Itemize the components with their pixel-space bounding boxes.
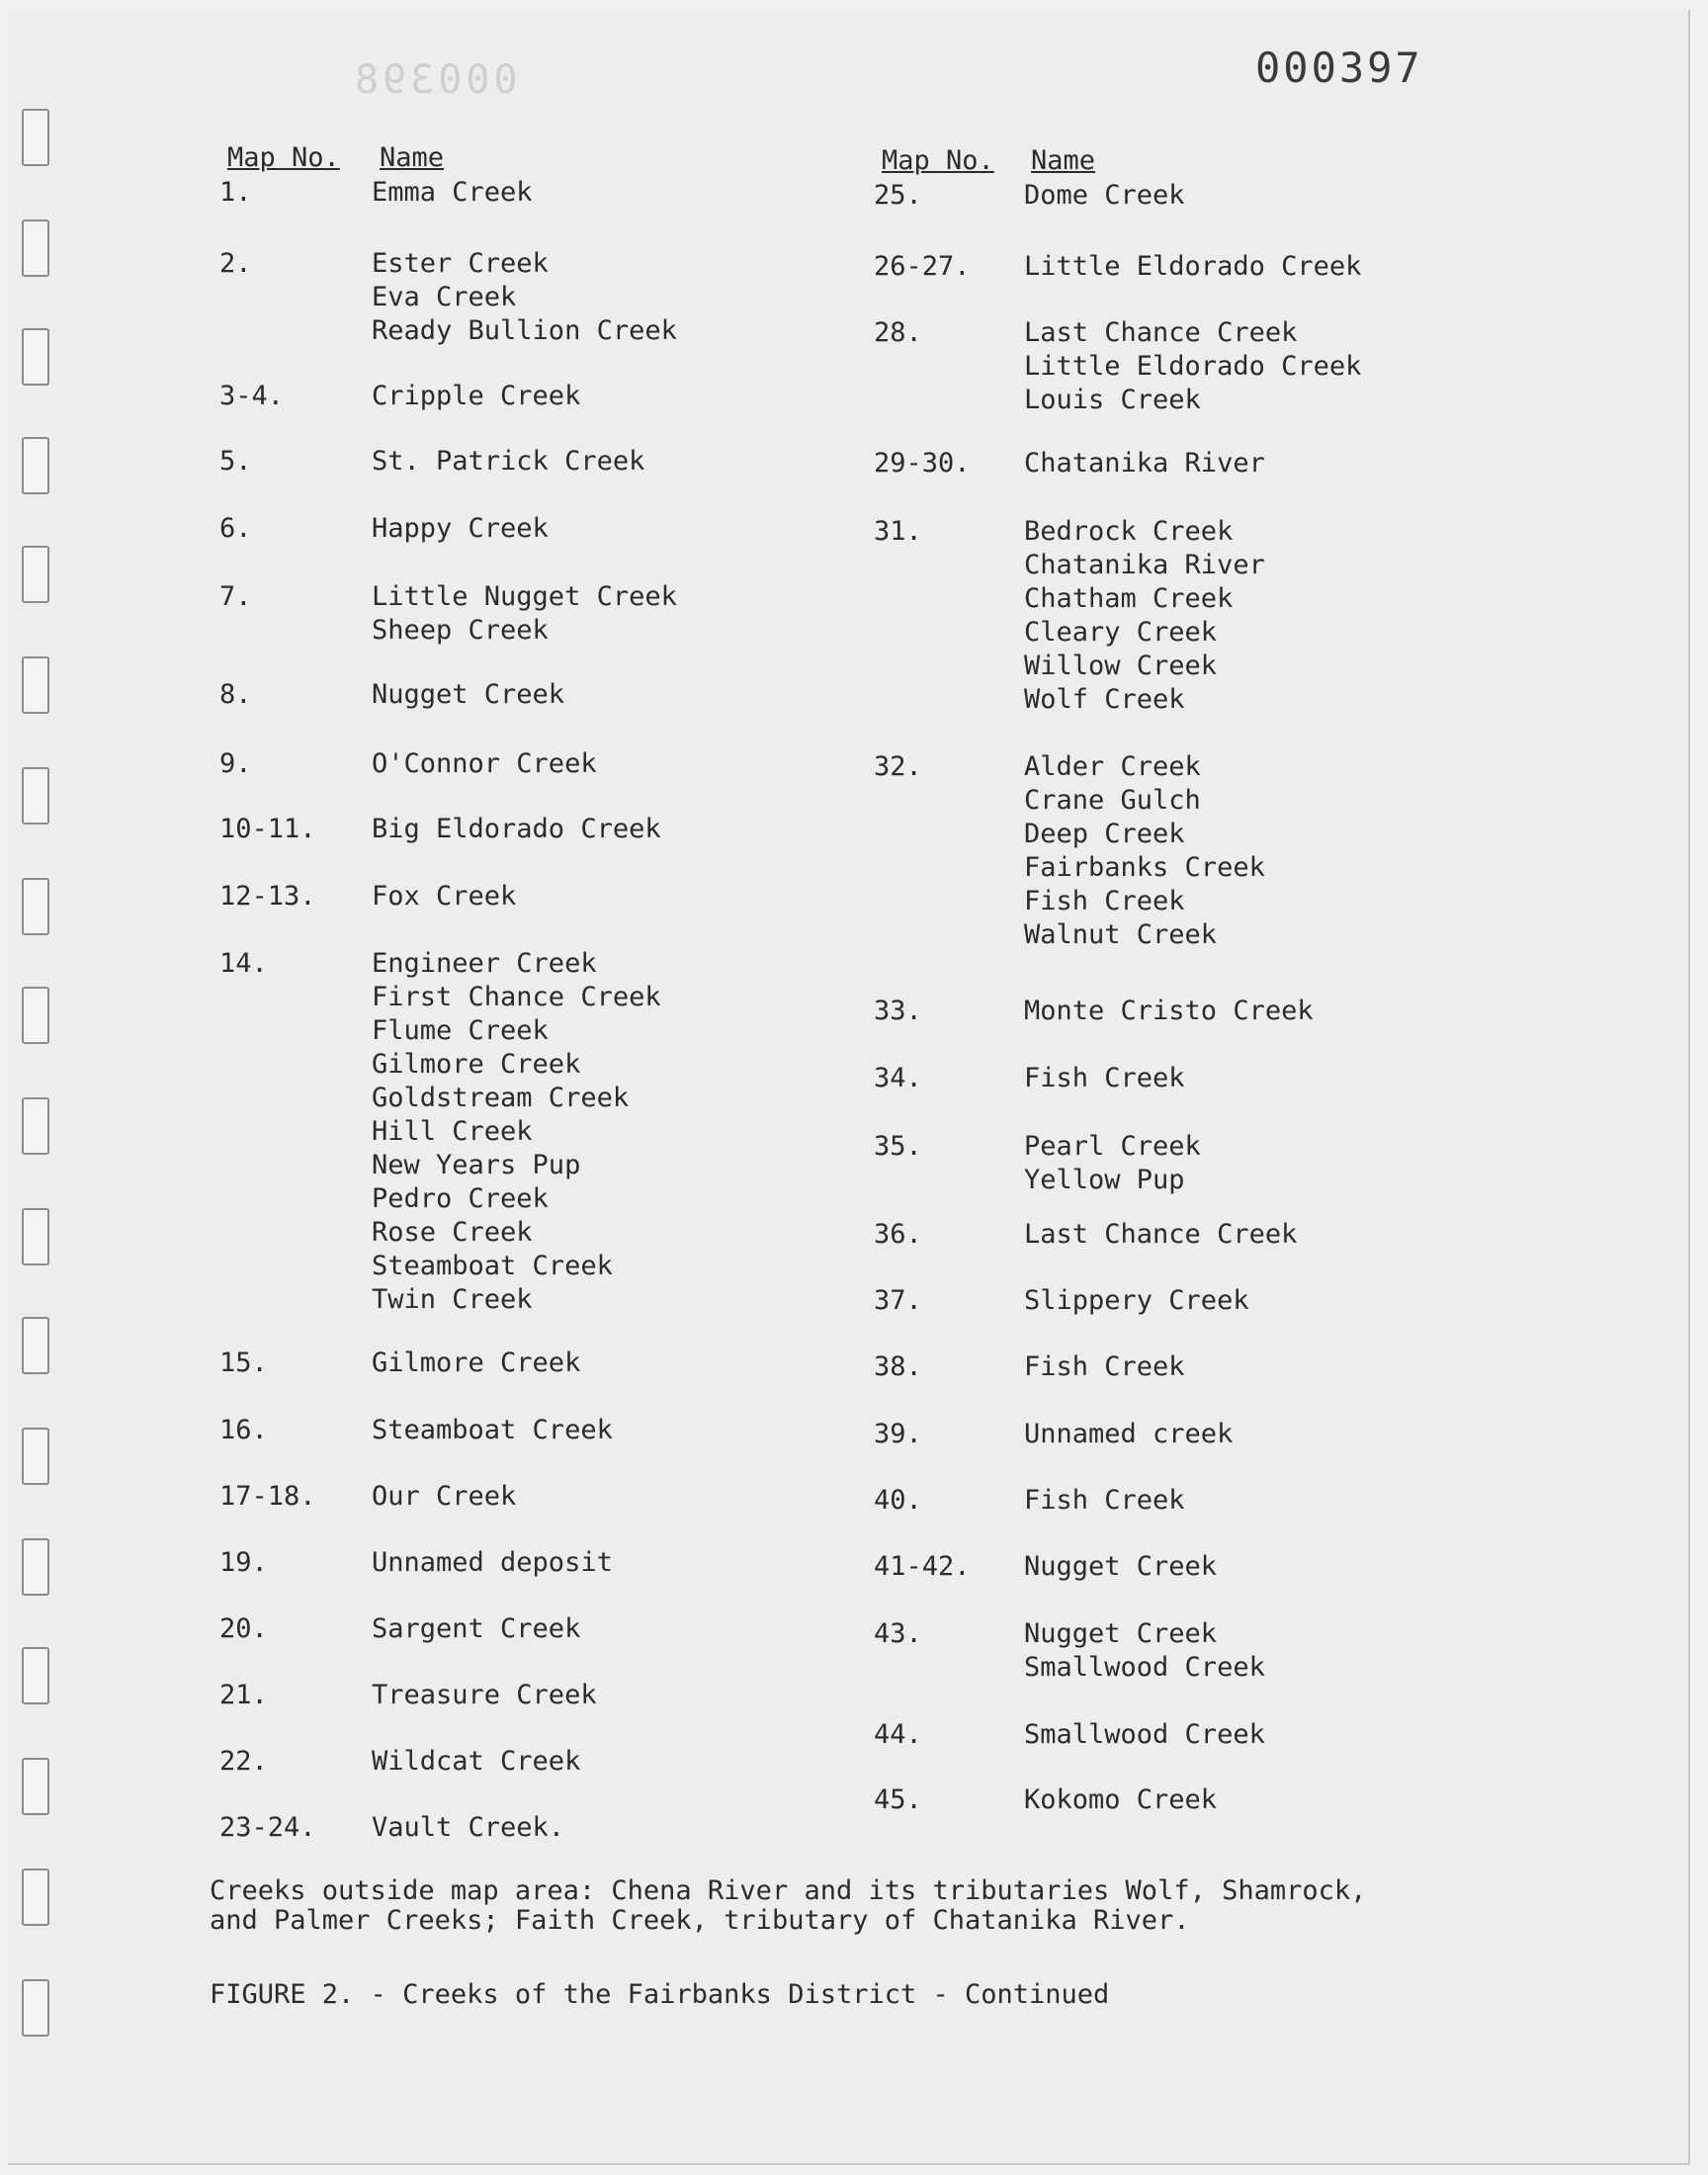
creek-name: Treasure Creek (372, 1680, 597, 1710)
left-map-number: 12-13. (219, 881, 316, 912)
creek-name: Walnut Creek (1024, 919, 1218, 950)
creek-name: Steamboat Creek (372, 1415, 613, 1445)
left-map-number: 23-24. (219, 1812, 316, 1843)
right-creek-names (1024, 1218, 1297, 1252)
left-map-number: 2. (219, 248, 252, 279)
right-map-number: 43. (874, 1618, 922, 1649)
right-header-map-no: Map No. (882, 145, 994, 176)
creek-name: Fox Creek (372, 881, 517, 912)
left-header-map-no: Map No. (227, 142, 340, 173)
binder-hole (22, 109, 49, 166)
creek-name: Cleary Creek (1024, 617, 1218, 648)
right-map-number: 40. (874, 1485, 922, 1516)
creek-name: Kokomo Creek (1024, 1784, 1218, 1815)
right-map-number: 38. (874, 1351, 922, 1382)
left-creek-names (372, 1546, 613, 1580)
creek-name: Pedro Creek (372, 1183, 549, 1214)
creek-name: Fairbanks Creek (1024, 852, 1265, 883)
right-map-number: 36. (874, 1219, 922, 1250)
creek-name: Happy Creek (372, 513, 549, 544)
binder-hole (22, 328, 49, 386)
binder-hole (22, 1869, 49, 1926)
creek-name: Ester Creek (372, 248, 549, 279)
binder-hole (22, 987, 49, 1044)
creek-name: Bedrock Creek (1024, 516, 1234, 547)
left-creek-names (372, 813, 661, 846)
creek-name: Rose Creek (372, 1217, 533, 1248)
creek-name: Smallwood Creek (1024, 1719, 1265, 1750)
right-map-number: 45. (874, 1784, 922, 1815)
creek-name: Monte Cristo Creek (1024, 996, 1314, 1026)
creek-name: Nugget Creek (1024, 1551, 1218, 1582)
right-map-number: 41-42. (874, 1551, 971, 1582)
creek-name: Wildcat Creek (372, 1746, 581, 1777)
left-creek-names (372, 678, 564, 712)
right-map-number: 33. (874, 996, 922, 1026)
creek-name: Yellow Pup (1024, 1165, 1185, 1195)
creek-name: Nugget Creek (1024, 1618, 1218, 1649)
creek-name: Gilmore Creek (372, 1348, 581, 1378)
right-creek-names (1024, 250, 1361, 284)
right-creek-names (1024, 750, 1265, 952)
left-map-number: 17-18. (219, 1481, 316, 1512)
left-creek-names (372, 1811, 564, 1845)
right-creek-names (1024, 316, 1361, 417)
creek-name: Chatanika River (1024, 550, 1265, 580)
left-creek-names (372, 747, 597, 781)
left-map-number: 10-11. (219, 814, 316, 844)
creek-name: Cripple Creek (372, 381, 581, 411)
creek-name: Little Nugget Creek (372, 581, 677, 612)
right-creek-names (1024, 1284, 1249, 1318)
left-creek-names (372, 1612, 580, 1646)
right-creek-names (1024, 1418, 1233, 1451)
creek-name: Sargent Creek (372, 1613, 581, 1644)
left-creek-names (372, 1745, 580, 1779)
creek-name: Twin Creek (372, 1284, 533, 1315)
left-map-number: 15. (219, 1348, 268, 1378)
creek-name: Fish Creek (1024, 1063, 1185, 1093)
left-creek-names (372, 1347, 580, 1380)
creek-name: Alder Creek (1024, 751, 1201, 782)
right-creek-names (1024, 1617, 1265, 1685)
creek-name: Little Eldorado Creek (1024, 351, 1362, 382)
note-line: Creeks outside map area: Chena River and its tributaries Wolf, Shamrock, (210, 1875, 1367, 1906)
left-map-number: 8. (219, 679, 252, 710)
left-map-number: 20. (219, 1613, 268, 1644)
creek-name: Little Eldorado Creek (1024, 251, 1362, 282)
right-map-number: 39. (874, 1419, 922, 1449)
creek-name: Nugget Creek (372, 679, 565, 710)
creek-name: Pearl Creek (1024, 1131, 1201, 1162)
left-map-number: 19. (219, 1547, 268, 1578)
creek-name: Fish Creek (1024, 1351, 1185, 1382)
bleed-through-number: 000398 (351, 57, 518, 103)
right-creek-names (1024, 995, 1314, 1028)
creek-name: Last Chance Creek (1024, 317, 1298, 348)
left-creek-names (372, 247, 677, 348)
creek-name: Ready Bullion Creek (372, 315, 677, 346)
left-map-number: 5. (219, 446, 252, 477)
binder-hole (22, 1208, 49, 1265)
binder-hole (22, 878, 49, 935)
creek-name: Sheep Creek (372, 615, 549, 646)
creek-name: Louis Creek (1024, 385, 1201, 415)
binder-hole (22, 1979, 49, 2037)
outside-map-note (210, 1876, 1366, 1936)
binder-hole (22, 437, 49, 494)
binder-hole (22, 1097, 49, 1155)
left-map-number: 3-4. (219, 381, 285, 411)
left-creek-names (372, 580, 677, 648)
binder-hole (22, 767, 49, 825)
figure-caption: FIGURE 2. - Creeks of the Fairbanks District - Continued (210, 1979, 1110, 2010)
binder-hole (22, 1317, 49, 1374)
right-creek-names (1024, 1550, 1217, 1584)
right-creek-names (1024, 1062, 1185, 1095)
left-creek-names (372, 1414, 613, 1447)
creek-name: O'Connor Creek (372, 748, 597, 779)
right-map-number: 26-27. (874, 251, 971, 282)
left-map-number: 16. (219, 1415, 268, 1445)
right-map-number: 31. (874, 516, 922, 547)
left-creek-names (372, 1679, 597, 1712)
left-creek-names (372, 880, 516, 914)
right-map-number: 25. (874, 180, 922, 211)
right-map-number: 34. (874, 1063, 922, 1093)
left-creek-names (372, 445, 644, 478)
left-creek-names (372, 176, 533, 210)
creek-name: Big Eldorado Creek (372, 814, 661, 844)
creek-name: Slippery Creek (1024, 1285, 1249, 1316)
binder-hole (22, 1538, 49, 1596)
right-creek-names (1024, 179, 1185, 213)
left-map-number: 1. (219, 177, 252, 208)
right-map-number: 32. (874, 751, 922, 782)
creek-name: Vault Creek. (372, 1812, 565, 1843)
binder-hole (22, 656, 49, 714)
right-creek-names (1024, 447, 1265, 480)
creek-name: Last Chance Creek (1024, 1219, 1298, 1250)
left-creek-names (372, 947, 661, 1317)
creek-name: Fish Creek (1024, 1485, 1185, 1516)
creek-name: Emma Creek (372, 177, 533, 208)
right-creek-names (1024, 1784, 1217, 1817)
right-creek-names (1024, 515, 1265, 717)
creek-name: Engineer Creek (372, 948, 597, 979)
creek-name: Unnamed deposit (372, 1547, 613, 1578)
creek-name: Wolf Creek (1024, 684, 1185, 715)
binder-hole (22, 1758, 49, 1815)
left-map-number: 9. (219, 748, 252, 779)
creek-name: Willow Creek (1024, 651, 1218, 681)
right-header-name: Name (1031, 145, 1096, 176)
left-map-number: 21. (219, 1680, 268, 1710)
creek-name: Eva Creek (372, 282, 517, 312)
right-creek-names (1024, 1718, 1265, 1752)
creek-name: New Years Pup (372, 1150, 581, 1180)
creek-name: Goldstream Creek (372, 1083, 630, 1113)
note-line: and Palmer Creeks; Faith Creek, tributary of Chatanika River. (210, 1905, 1190, 1936)
creek-name: Crane Gulch (1024, 785, 1201, 816)
right-map-number: 29-30. (874, 448, 971, 478)
creek-name: Chatham Creek (1024, 583, 1234, 614)
left-creek-names (372, 1480, 516, 1514)
creek-name: Hill Creek (372, 1116, 533, 1147)
document-number: 000397 (1255, 44, 1423, 92)
left-map-number: 6. (219, 513, 252, 544)
binder-hole (22, 1647, 49, 1704)
creek-name: Chatanika River (1024, 448, 1265, 478)
right-creek-names (1024, 1130, 1201, 1197)
right-creek-names (1024, 1350, 1185, 1384)
left-creek-names (372, 380, 580, 413)
creek-name: Our Creek (372, 1481, 517, 1512)
creek-name: Gilmore Creek (372, 1049, 581, 1080)
creek-name: Dome Creek (1024, 180, 1185, 211)
creek-name: St. Patrick Creek (372, 446, 645, 477)
left-creek-names (372, 512, 549, 546)
binder-hole (22, 1428, 49, 1485)
creek-name: Flume Creek (372, 1015, 549, 1046)
right-creek-names (1024, 1484, 1185, 1518)
right-map-number: 35. (874, 1131, 922, 1162)
binder-hole (22, 219, 49, 277)
left-map-number: 22. (219, 1746, 268, 1777)
left-map-number: 14. (219, 948, 268, 979)
left-header-name: Name (380, 142, 445, 173)
right-map-number: 37. (874, 1285, 922, 1316)
creek-name: Steamboat Creek (372, 1251, 613, 1281)
binder-hole (22, 546, 49, 603)
creek-name: First Chance Creek (372, 982, 661, 1012)
right-map-number: 28. (874, 317, 922, 348)
creek-name: Fish Creek (1024, 886, 1185, 916)
creek-name: Deep Creek (1024, 819, 1185, 849)
left-map-number: 7. (219, 581, 252, 612)
right-map-number: 44. (874, 1719, 922, 1750)
creek-name: Unnamed creek (1024, 1419, 1234, 1449)
creek-name: Smallwood Creek (1024, 1652, 1265, 1683)
